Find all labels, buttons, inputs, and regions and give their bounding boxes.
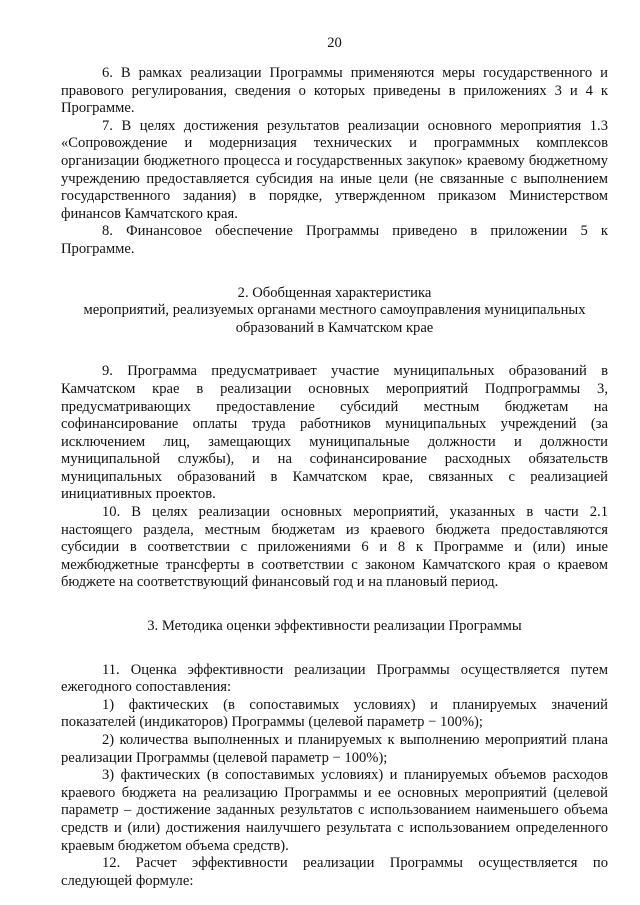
list-item-3: 3) фактических (в сопоставимых условиях) и планируемых объемов расходов краевого бюджета на реализацию Программы и ее основных мероприятий (целевой параметр – достижение заданных результатов с использованием наименьшего объема средств и (или) достижения наилучшего результата с использованием определенного краевым бюджетом объема средств).: [61, 767, 608, 854]
paragraph-9: 9. Программа предусматривает участие муниципальных образований в Камчатском крае в реализации основных мероприятий Подпрограммы 3, предусматривающих предоставление субсидий местным бюджетам на софинансирование оплаты труда работников муниципальных учреждений (за исключением лиц, замещающих муниципальные должности и должности муниципальной службы), и на софинансирование расходных обязательств муниципальных образований в Камчатском крае, связанных с реализацией инициативных проектов.: [61, 363, 608, 503]
list-item-2: 2) количества выполненных и планируемых к выполнению мероприятий плана реализации Программы (целевой параметр − 100%);: [61, 732, 608, 766]
section-2-heading-line1: 2. Обобщенная характеристика: [237, 284, 432, 301]
paragraph-7: 7. В целях достижения результатов реализации основного мероприятия 1.3 «Сопровождение и модернизация технических и программных комплексов организации бюджетного процесса и государственных закупок» краевому бюджетному учреждению предоставляется субсидия на иные цели (не связанные с выполнением государственного задания) в порядке, утвержденном приказом Министерством финансов Камчатского края.: [61, 117, 608, 222]
section-2-heading-line2: мероприятий, реализуемых органами местного самоуправления муниципальных образований в Камчатском крае: [83, 302, 586, 336]
page-number: 20: [327, 35, 342, 51]
paragraph-10: 10. В целях реализации основных мероприятий, указанных в части 2.1 настоящего раздела, местным бюджетам из краевого бюджета предоставляются субсидии в соответствии с приложениями 6 и 8 к Программе и (или) иные межбюджетные трансферты в соответствии с законом Камчатского края о краевом бюджете на соответствующий финансовый год и на плановый период.: [61, 504, 608, 591]
paragraph-12: 12. Расчет эффективности реализации Программы осуществляется по следующей формуле:: [61, 855, 608, 889]
paragraph-8: 8. Финансовое обеспечение Программы приведено в приложении 5 к Программе.: [61, 223, 608, 257]
list-item-1: 1) фактических (в сопоставимых условиях) и планируемых значений показателей (индикаторов) Программы (целевой параметр − 100%);: [61, 696, 608, 731]
paragraph-6: 6. В рамках реализации Программы применяются меры государственного и правового регулирования, сведения о которых приведены в приложениях 3 и 4 к Программе.: [61, 65, 608, 117]
paragraph-11: 11. Оценка эффективности реализации Программы осуществляется путем ежегодного сопоставления:: [61, 661, 608, 696]
section-3-heading: 3. Методика оценки эффективности реализации Программы: [147, 618, 522, 635]
